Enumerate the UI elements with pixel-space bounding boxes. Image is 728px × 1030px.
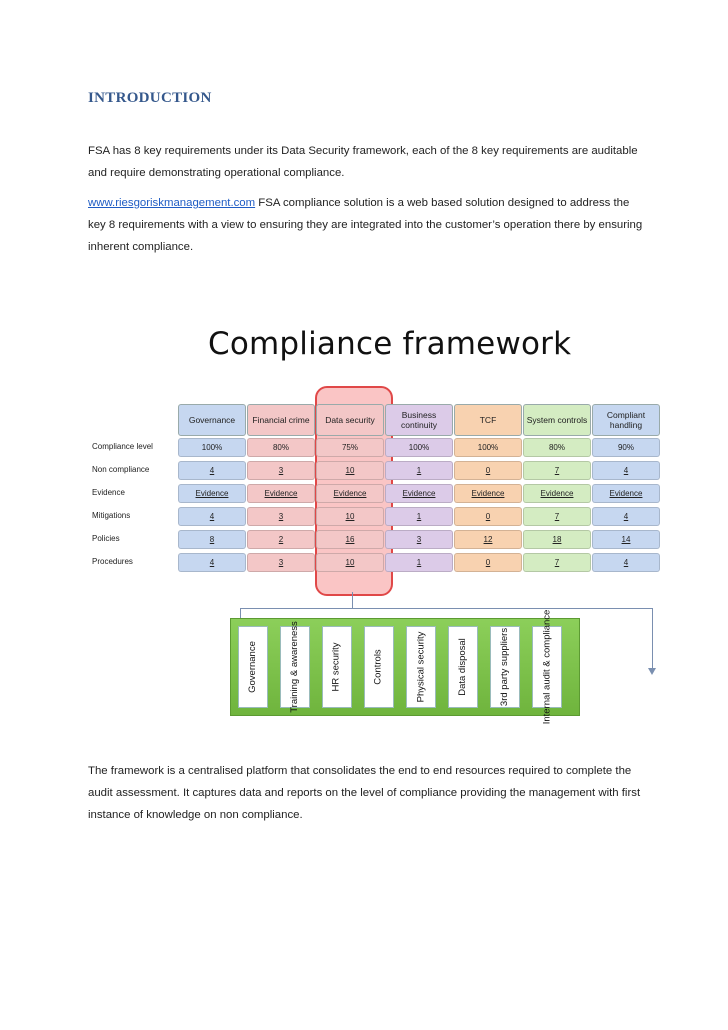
requirement-label: Controls <box>373 649 384 685</box>
requirement-panel <box>448 626 478 708</box>
row-label: Non compliance <box>92 465 150 474</box>
requirement-panel <box>532 609 562 725</box>
framework-cell[interactable]: Evidence <box>592 484 660 503</box>
framework-cell[interactable]: 4 <box>592 507 660 526</box>
requirement-panel <box>238 626 268 708</box>
requirement-panel <box>322 626 352 708</box>
column-header: Financial crime <box>247 404 315 436</box>
framework-cell[interactable]: 7 <box>523 461 591 480</box>
requirement-label: Physical security <box>415 631 426 703</box>
framework-cell[interactable]: 1 <box>385 507 453 526</box>
requirement-panel <box>490 626 520 708</box>
column-header: Compliant handling <box>592 404 660 436</box>
requirement-label: Training & awareness <box>289 621 300 713</box>
framework-cell[interactable]: Evidence <box>316 484 384 503</box>
requirement-label: HR security <box>331 642 342 692</box>
solution-text: FSA compliance solution is a web based solution designed to address the key 8 requirements with a view to ensuring they are integrated into the customer’s operation there by ensuring inherent compliance. <box>88 197 643 253</box>
row-label: Evidence <box>92 488 125 497</box>
row-label: Compliance level <box>92 442 153 451</box>
requirement-label: Internal audit & compliance <box>541 609 552 725</box>
framework-cell[interactable]: 0 <box>454 461 522 480</box>
framework-cell: 90% <box>592 438 660 457</box>
requirement-label: Data disposal <box>457 638 468 696</box>
framework-cell[interactable]: 10 <box>316 507 384 526</box>
framework-cell[interactable]: 1 <box>385 461 453 480</box>
column-header: Data security <box>316 404 384 436</box>
requirement-label: Governance <box>247 641 259 693</box>
framework-cell[interactable]: 4 <box>592 553 660 572</box>
intro-paragraph: FSA has 8 key requirements under its Data Security framework, each of the 8 key requirements are auditable and require demonstrating operational compliance. <box>88 145 638 179</box>
framework-cell[interactable]: 3 <box>385 530 453 549</box>
arrow-right-icon <box>648 668 656 675</box>
framework-cell[interactable]: 4 <box>178 553 246 572</box>
column-header: TCF <box>454 404 522 436</box>
solution-paragraph <box>88 192 648 258</box>
framework-cell[interactable]: 18 <box>523 530 591 549</box>
framework-cell: 80% <box>523 438 591 457</box>
framework-cell: 100% <box>454 438 522 457</box>
row-label: Procedures <box>92 557 133 566</box>
framework-cell[interactable]: 2 <box>247 530 315 549</box>
framework-cell[interactable]: Evidence <box>178 484 246 503</box>
row-label: Policies <box>92 534 120 543</box>
column-header: System controls <box>523 404 591 436</box>
framework-cell: 75% <box>316 438 384 457</box>
framework-cell: 100% <box>385 438 453 457</box>
framework-cell[interactable]: Evidence <box>454 484 522 503</box>
framework-cell[interactable]: 4 <box>178 461 246 480</box>
framework-cell[interactable]: 1 <box>385 553 453 572</box>
requirement-panel <box>280 621 310 713</box>
framework-cell[interactable]: 0 <box>454 507 522 526</box>
row-label: Mitigations <box>92 511 131 520</box>
framework-cell: 80% <box>247 438 315 457</box>
page-heading: INTRODUCTION <box>88 90 212 106</box>
figure-title: Compliance framework <box>208 326 572 362</box>
framework-cell[interactable]: 8 <box>178 530 246 549</box>
column-header: Governance <box>178 404 246 436</box>
requirement-panel <box>406 626 436 708</box>
bracket-top-horizontal <box>240 608 652 609</box>
riesgo-link[interactable]: www.riesgoriskmanagement.com <box>88 197 256 209</box>
framework-cell[interactable]: 7 <box>523 507 591 526</box>
bracket-center-stem <box>352 592 353 608</box>
framework-cell: 100% <box>178 438 246 457</box>
framework-cell[interactable]: 10 <box>316 461 384 480</box>
framework-cell[interactable]: 10 <box>316 553 384 572</box>
requirement-label: 3rd party suppliers <box>499 627 510 707</box>
framework-cell[interactable]: 7 <box>523 553 591 572</box>
framework-cell[interactable]: 3 <box>247 553 315 572</box>
framework-cell[interactable]: 12 <box>454 530 522 549</box>
framework-cell[interactable]: 3 <box>247 461 315 480</box>
framework-cell[interactable]: 3 <box>247 507 315 526</box>
framework-cell[interactable]: Evidence <box>385 484 453 503</box>
framework-cell[interactable]: 4 <box>178 507 246 526</box>
bracket-right-vertical <box>652 608 653 670</box>
framework-cell[interactable]: 4 <box>592 461 660 480</box>
framework-cell[interactable]: 0 <box>454 553 522 572</box>
requirement-panel <box>364 626 394 708</box>
framework-cell[interactable]: Evidence <box>523 484 591 503</box>
compliance-framework-figure <box>88 320 688 725</box>
framework-cell[interactable]: Evidence <box>247 484 315 503</box>
column-header: Business continuity <box>385 404 453 436</box>
framework-cell[interactable]: 16 <box>316 530 384 549</box>
framework-cell[interactable]: 14 <box>592 530 660 549</box>
framework-paragraph: The framework is a centralised platform that consolidates the end to end resources required to complete the audit assessment. It captures data and reports on the level of compliance providing the management with first instance of knowledge on non compliance. <box>88 765 641 821</box>
